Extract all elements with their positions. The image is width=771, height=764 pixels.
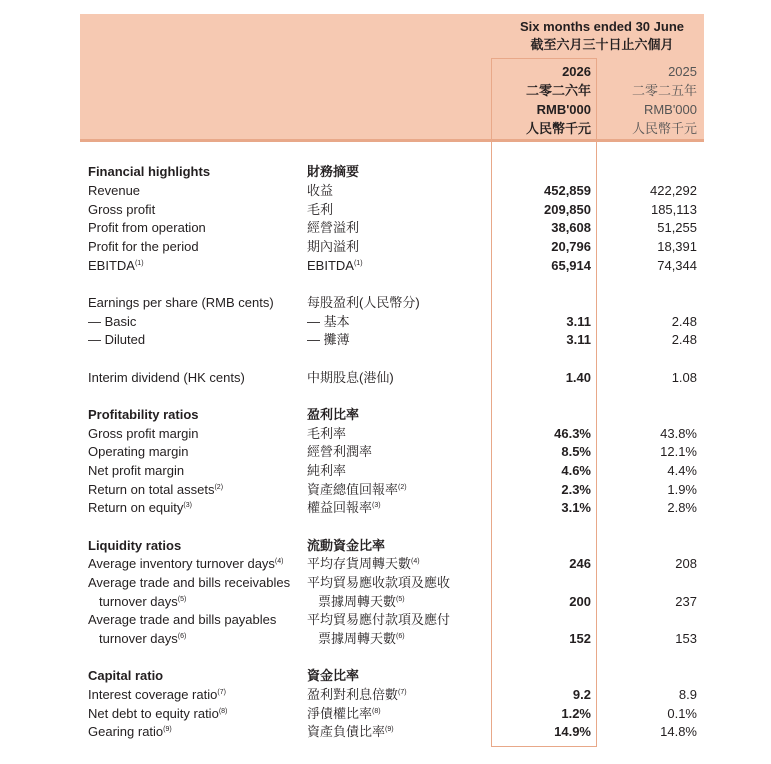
row-label-zh xyxy=(307,724,394,740)
label-text: 票據周轉天數 xyxy=(318,594,397,609)
row-label-en: Profit from operation xyxy=(88,220,206,235)
row-label-en: Revenue xyxy=(88,183,141,198)
value-2025: 12.1% xyxy=(660,444,697,459)
value-2025: 18,391 xyxy=(657,239,697,254)
row-label-zh-line1: 平均貿易應收款項及應收 xyxy=(307,575,451,590)
label-text: 權益回報率 xyxy=(307,500,373,515)
row-label-en: Operating margin xyxy=(88,444,189,459)
section-title-zh: 財務摘要 xyxy=(307,164,360,179)
footnote-ref: (9) xyxy=(385,726,394,733)
row-label-zh xyxy=(307,556,420,572)
value-2026: 452,859 xyxy=(544,183,591,198)
value-2026: 1.40 xyxy=(565,370,591,385)
section-title-en: Liquidity ratios xyxy=(88,538,182,553)
value-2025: 43.8% xyxy=(660,426,697,441)
col-2025-unit-zh: 人民幣千元 xyxy=(631,121,697,136)
row-label-zh: — 攤薄 xyxy=(307,332,350,347)
label-text: 淨債權比率 xyxy=(307,706,373,721)
col-2026-year: 2026 xyxy=(562,64,591,79)
section-title-zh: 盈利比率 xyxy=(307,407,360,422)
footnote-ref: (8) xyxy=(218,708,228,715)
footnote-ref: (8) xyxy=(372,708,381,715)
label-text: Net debt to equity ratio xyxy=(88,706,219,721)
col-2026-unit-zh: 人民幣千元 xyxy=(525,121,591,136)
row-label-zh: 純利率 xyxy=(307,463,347,478)
row-label-zh xyxy=(307,258,363,274)
value-2025: 208 xyxy=(675,556,697,571)
row-label-zh xyxy=(307,706,381,722)
row-label-en xyxy=(88,500,192,516)
row-label-zh xyxy=(307,687,407,703)
footnote-ref: (7) xyxy=(398,689,407,696)
value-2026: 152 xyxy=(569,631,591,646)
row-label-zh: 期內溢利 xyxy=(307,239,360,254)
row-label-en: Interim dividend (HK cents) xyxy=(88,370,245,385)
value-2025: 4.4% xyxy=(667,463,697,478)
period-title-en: Six months ended 30 June xyxy=(520,19,684,34)
value-2026: 9.2 xyxy=(572,687,591,702)
row-label-zh: 毛利 xyxy=(307,202,334,217)
label-text: Average inventory turnover days xyxy=(88,556,275,571)
footnote-ref: (9) xyxy=(163,726,172,733)
value-2025: 185,113 xyxy=(650,202,697,217)
row-label-en xyxy=(88,687,226,703)
period-title-zh: 截至六月三十日止六個月 xyxy=(530,37,674,52)
row-label-zh: 經營利潤率 xyxy=(307,444,373,459)
footnote-ref: (6) xyxy=(177,633,187,640)
value-2025: 74,344 xyxy=(657,258,697,273)
row-label-en: Gross profit margin xyxy=(88,426,199,441)
section-title-en: Earnings per share (RMB cents) xyxy=(88,295,274,310)
value-2026: 38,608 xyxy=(551,220,591,235)
value-2025: 422,292 xyxy=(650,183,697,198)
value-2026: 3.11 xyxy=(566,314,591,329)
value-2025: 1.08 xyxy=(671,370,697,385)
row-label-zh: 經營溢利 xyxy=(307,220,360,235)
label-text: 資產總值回報率 xyxy=(307,482,399,497)
footnote-ref: (5) xyxy=(396,596,405,603)
value-2025: 0.1% xyxy=(667,706,697,721)
row-label-en-line1: Average trade and bills receivables xyxy=(88,575,291,590)
row-label-zh-line1: 平均貿易應付款項及應付 xyxy=(307,612,451,627)
label-text: turnover days xyxy=(99,631,178,646)
row-label-zh xyxy=(307,482,407,498)
footnote-ref: (4) xyxy=(274,558,284,565)
footnote-ref: (7) xyxy=(217,689,226,696)
label-text: 票據周轉天數 xyxy=(318,631,397,646)
label-text: EBITDA xyxy=(88,258,135,273)
col-2026-year-zh: 二零二六年 xyxy=(525,83,591,98)
row-label-zh: 毛利率 xyxy=(307,426,347,441)
label-text: Return on equity xyxy=(88,500,184,515)
col-2025-year-zh: 二零二五年 xyxy=(631,83,697,98)
row-label-en: Profit for the period xyxy=(88,239,199,254)
section-title-en: Financial highlights xyxy=(88,164,211,179)
value-2026: 8.5% xyxy=(561,444,591,459)
value-2026: 3.11 xyxy=(566,332,591,347)
col-2026-unit: RMB'000 xyxy=(536,102,591,117)
footnote-ref: (2) xyxy=(398,484,407,491)
value-2026: 200 xyxy=(569,594,591,609)
row-label-zh: — 基本 xyxy=(307,314,350,329)
value-2025: 153 xyxy=(675,631,697,646)
label-text: 平均存貨周轉天數 xyxy=(307,556,412,571)
section-title-zh: 每股盈利(人民幣分) xyxy=(307,295,420,310)
row-label-en-line1: Average trade and bills payables xyxy=(88,612,277,627)
value-2025: 8.9 xyxy=(678,687,697,702)
label-text: Gearing ratio xyxy=(88,724,164,739)
footnote-ref: (5) xyxy=(177,596,187,603)
row-label-en-line2 xyxy=(99,594,186,610)
footnote-ref: (1) xyxy=(134,260,144,267)
row-label-zh-line2 xyxy=(318,594,405,610)
value-2026: 20,796 xyxy=(551,239,591,254)
footnote-ref: (3) xyxy=(372,502,381,509)
value-2025: 237 xyxy=(675,594,697,609)
section-title-en: Capital ratio xyxy=(88,668,164,683)
row-label-zh: 收益 xyxy=(307,183,334,198)
section-title-zh: 資金比率 xyxy=(307,668,360,683)
row-label-en xyxy=(88,258,144,274)
value-2025: 2.48 xyxy=(671,314,697,329)
row-label-en xyxy=(88,556,283,572)
header-divider xyxy=(80,139,704,142)
row-label-en: Net profit margin xyxy=(88,463,185,478)
value-2026: 2.3% xyxy=(561,482,591,497)
value-2026: 246 xyxy=(569,556,591,571)
row-label-en xyxy=(88,482,223,498)
value-2025: 2.48 xyxy=(671,332,697,347)
row-label-zh xyxy=(307,500,381,516)
section-title-en: Profitability ratios xyxy=(88,407,199,422)
row-label-en-line2 xyxy=(99,631,186,647)
label-text: turnover days xyxy=(99,594,178,609)
footnote-ref: (4) xyxy=(411,558,420,565)
footnote-ref: (1) xyxy=(353,260,363,267)
col-2025-unit: RMB'000 xyxy=(643,102,697,117)
value-2026: 209,850 xyxy=(544,202,591,217)
row-label-en xyxy=(88,724,172,740)
value-2026: 65,914 xyxy=(551,258,591,273)
value-2025: 1.9% xyxy=(667,482,697,497)
label-text: 盈利對利息倍數 xyxy=(307,687,399,702)
col-2025-year: 2025 xyxy=(668,64,697,79)
value-2025: 51,255 xyxy=(657,220,697,235)
row-label-en: — Basic xyxy=(88,314,137,329)
value-2025: 2.8% xyxy=(667,500,697,515)
value-2026: 4.6% xyxy=(561,463,591,478)
label-text: Return on total assets xyxy=(88,482,215,497)
value-2026: 1.2% xyxy=(561,706,591,721)
row-label-en: Gross profit xyxy=(88,202,156,217)
label-text: EBITDA xyxy=(307,258,354,273)
value-2025: 14.8% xyxy=(660,724,697,739)
row-label-en: — Diluted xyxy=(88,332,146,347)
section-title-zh: 流動資金比率 xyxy=(307,538,386,553)
row-label-en xyxy=(88,706,227,722)
row-label-zh: 中期股息(港仙) xyxy=(307,370,394,385)
label-text: 資產負債比率 xyxy=(307,724,386,739)
value-2026: 3.1% xyxy=(561,500,591,515)
footnote-ref: (2) xyxy=(214,484,224,491)
footnote-ref: (6) xyxy=(396,633,405,640)
footnote-ref: (3) xyxy=(183,502,192,509)
row-label-zh-line2 xyxy=(318,631,405,647)
value-2026: 14.9% xyxy=(554,724,591,739)
label-text: Interest coverage ratio xyxy=(88,687,218,702)
value-2026: 46.3% xyxy=(554,426,591,441)
